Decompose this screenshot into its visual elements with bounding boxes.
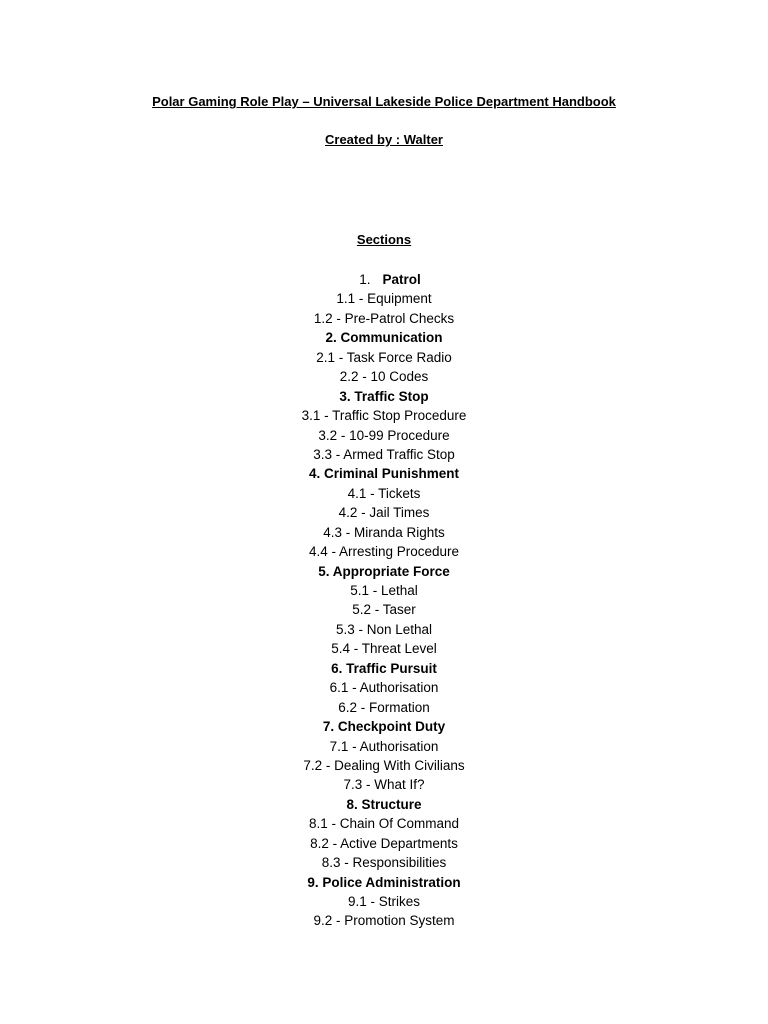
toc-label: 7. Checkpoint Duty <box>322 719 446 735</box>
toc-subsection-item <box>0 814 768 833</box>
table-of-contents <box>0 270 768 931</box>
toc-subsection-item <box>0 853 768 872</box>
toc-label: 2.2 - 10 Codes <box>339 369 429 385</box>
toc-section-heading <box>0 562 768 581</box>
toc-subsection-item <box>0 542 768 561</box>
toc-subsection-item <box>0 348 768 367</box>
toc-label: 5.2 - Taser <box>352 602 416 618</box>
toc-section-number: 1. <box>359 272 371 287</box>
toc-section-heading <box>0 387 768 406</box>
toc-section-heading <box>0 464 768 483</box>
toc-section-heading <box>0 873 768 892</box>
toc-subsection-item <box>0 737 768 756</box>
toc-label: 7.1 - Authorisation <box>329 738 439 754</box>
toc-subsection-item <box>0 523 768 542</box>
toc-label: 5. Appropriate Force <box>318 563 450 579</box>
toc-label: 9. Police Administration <box>307 874 461 890</box>
toc-label: 5.4 - Threat Level <box>331 641 437 657</box>
toc-label: 4. Criminal Punishment <box>308 466 460 482</box>
toc-subsection-item <box>0 581 768 600</box>
toc-subsection-item <box>0 309 768 328</box>
toc-label: 1.1 - Equipment <box>336 291 432 307</box>
toc-subsection-item <box>0 911 768 930</box>
toc-section-heading <box>0 717 768 736</box>
toc-subsection-item <box>0 756 768 775</box>
toc-label: 7.3 - What If? <box>343 777 425 793</box>
toc-label: 5.3 - Non Lethal <box>335 621 433 637</box>
toc-subsection-item <box>0 892 768 911</box>
toc-subsection-item <box>0 367 768 386</box>
toc-label: 6.2 - Formation <box>338 699 430 715</box>
toc-subsection-item <box>0 620 768 639</box>
toc-label: 5.1 - Lethal <box>350 583 418 598</box>
toc-label: 3.2 - 10-99 Procedure <box>318 427 450 443</box>
toc-label: 8. Structure <box>346 796 422 812</box>
toc-label: 8.1 - Chain Of Command <box>308 816 460 832</box>
toc-section-heading <box>0 659 768 678</box>
toc-label: 8.3 - Responsibilities <box>321 855 447 871</box>
toc-label: 4.3 - Miranda Rights <box>323 524 445 540</box>
toc-label: 4.4 - Arresting Procedure <box>308 544 460 560</box>
toc-subsection-item <box>0 289 768 308</box>
toc-subsection-item <box>0 834 768 853</box>
toc-label: 4.2 - Jail Times <box>338 505 430 521</box>
toc-subsection-item <box>0 639 768 658</box>
toc-label: 1.2 - Pre-Patrol Checks <box>313 310 455 326</box>
toc-subsection-item <box>0 775 768 794</box>
toc-subsection-item <box>0 484 768 503</box>
document-title: Polar Gaming Role Play – Universal Lakeside Police Department Handbook <box>152 94 616 109</box>
toc-subsection-item <box>0 426 768 445</box>
toc-section-heading <box>0 328 768 347</box>
toc-subsection-item <box>0 678 768 697</box>
toc-subsection-item <box>0 503 768 522</box>
toc-section-heading <box>0 270 768 289</box>
toc-label: 3.3 - Armed Traffic Stop <box>313 446 455 462</box>
toc-subsection-item <box>0 600 768 619</box>
toc-label: 6.1 - Authorisation <box>329 680 439 696</box>
toc-section-heading <box>0 795 768 814</box>
toc-label: 4.1 - Tickets <box>347 485 421 501</box>
toc-label: 3. Traffic Stop <box>339 388 429 404</box>
toc-label: 9.2 - Promotion System <box>313 913 455 929</box>
toc-subsection-item <box>0 406 768 425</box>
toc-subsection-item <box>0 445 768 464</box>
toc-label: 7.2 - Dealing With Civilians <box>303 757 465 773</box>
toc-subsection-item <box>0 698 768 717</box>
sections-heading: Sections <box>356 232 412 247</box>
toc-label: 8.2 - Active Departments <box>310 835 458 851</box>
toc-label: 9.1 - Strikes <box>347 894 421 909</box>
author-line: Created by : Walter <box>325 132 443 147</box>
toc-label: 2. Communication <box>325 330 443 346</box>
toc-label: Patrol <box>382 272 421 287</box>
toc-label: 6. Traffic Pursuit <box>331 660 437 676</box>
toc-label: 3.1 - Traffic Stop Procedure <box>301 408 467 424</box>
toc-label: 2.1 - Task Force Radio <box>316 349 452 365</box>
